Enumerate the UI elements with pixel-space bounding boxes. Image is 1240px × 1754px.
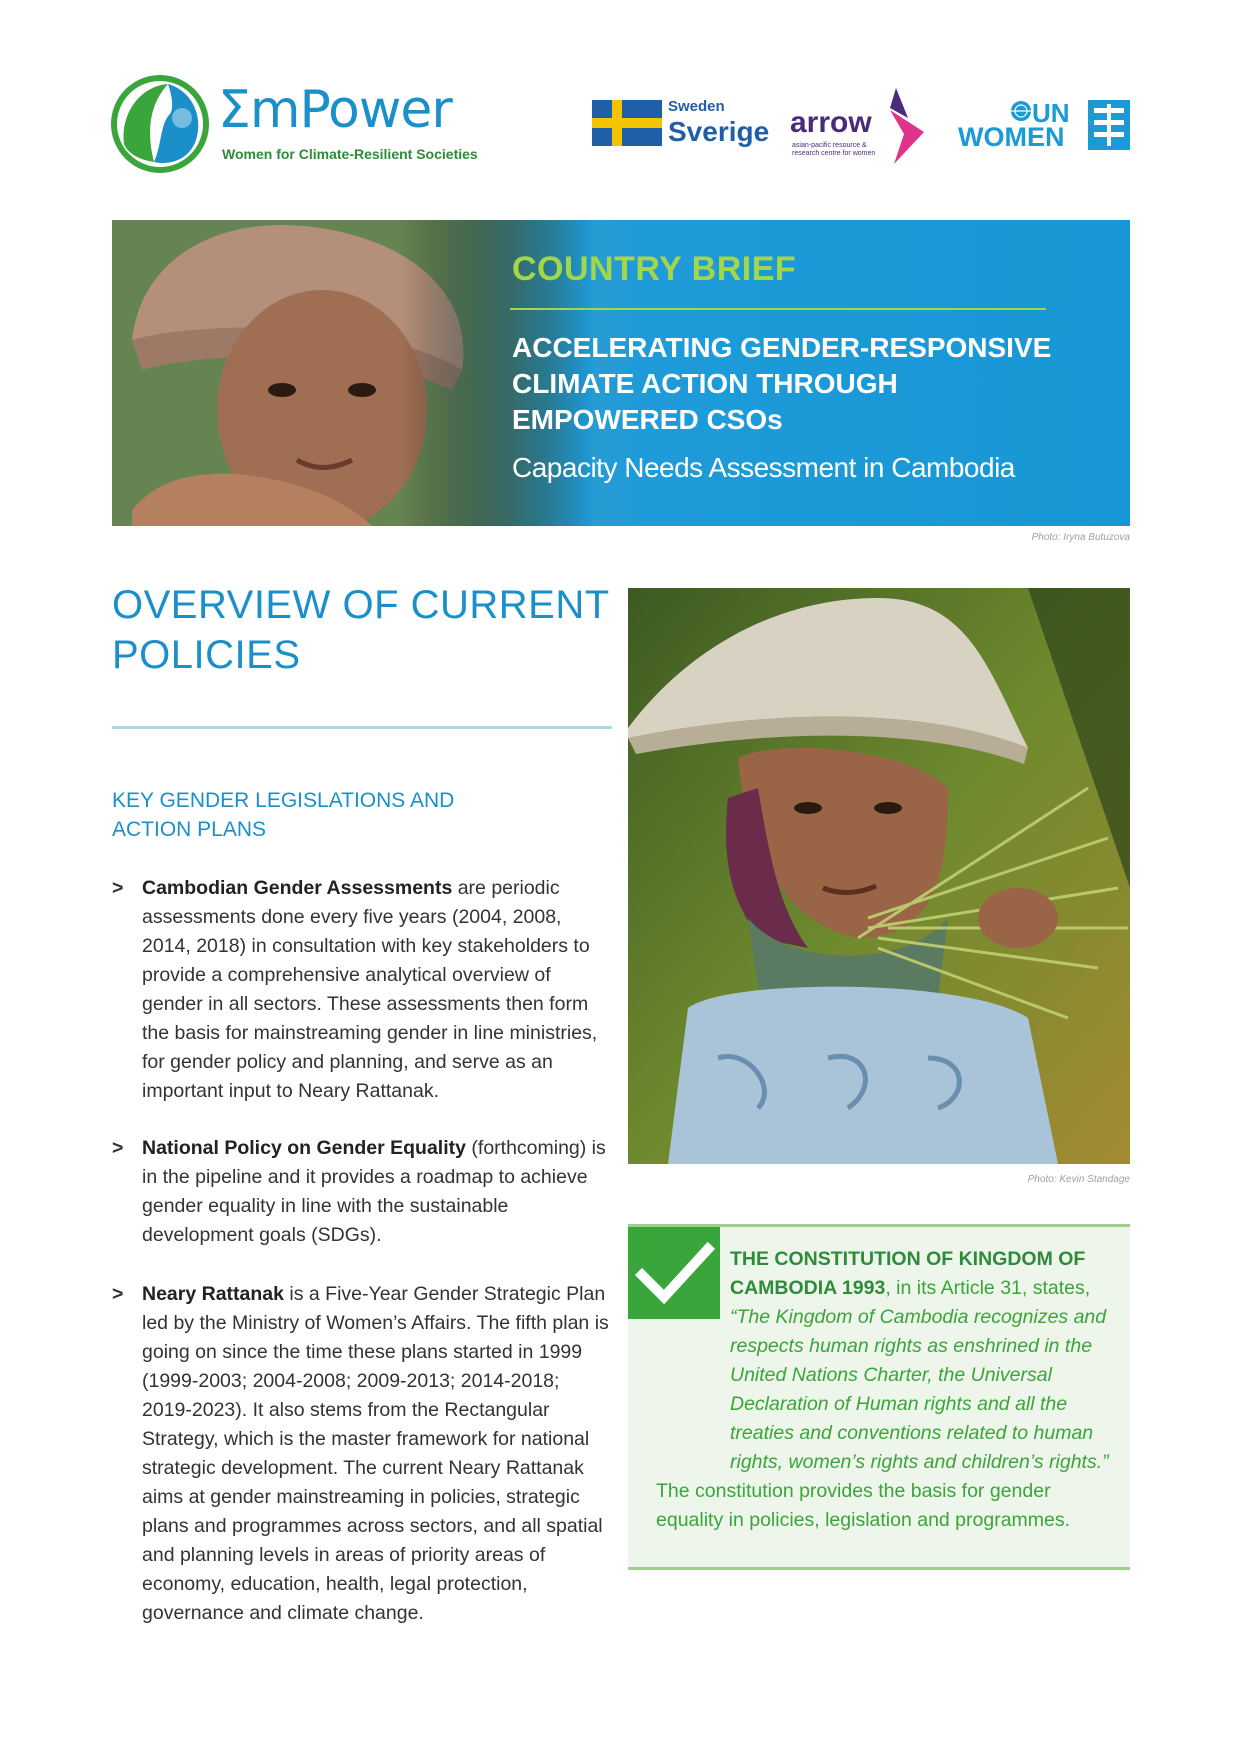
banner-photo-credit: Photo: Iryna Butuzova <box>1031 532 1130 543</box>
bullet-text: (forthcoming) is in the pipeline and it provides a roadmap to achieve gender equality in line with the sustainable development goals (SDGs). <box>142 1137 606 1246</box>
swedish-flag-icon <box>592 100 662 146</box>
bullet-text: are periodic assessments done every five years (2004, 2008, 2014, 2018) in consultation with key stakeholders to provide a comprehensive analytical overview of gender in all sectors. These assessments then form the basis for mainstreaming gender in line ministries, for gender policy and planning, and serve as an important input to Neary Rattanak. <box>142 877 598 1102</box>
callout-intro: , in its Article 31, states, <box>885 1277 1091 1299</box>
list-item <box>112 1134 612 1250</box>
sverige-label: Sverige <box>668 116 770 147</box>
bullet-marker: > <box>112 877 124 899</box>
empower-tagline: Women for Climate-Resilient Societies <box>222 146 478 162</box>
farmer-photo-credit: Photo: Kevin Standage <box>1027 1174 1130 1185</box>
un-globe-icon <box>1010 100 1032 122</box>
arrow-tagline: asian-pacific resource & research centre for women <box>792 142 876 157</box>
farmer-photo-image <box>628 588 1130 1164</box>
bullet-term: Cambodian Gender Assessments <box>142 877 453 899</box>
section-heading: KEY GENDER LEGISLATIONS AND ACTION PLANS <box>112 789 455 841</box>
list-item <box>112 874 612 1106</box>
bullet-marker: > <box>112 1283 124 1305</box>
un-women-equals-icon <box>1088 100 1130 150</box>
arrow-chevron-icon <box>886 88 926 164</box>
section-title: OVERVIEW OF CURRENT POLICIES <box>112 583 609 677</box>
sweden-label: Sweden <box>668 98 725 115</box>
bullet-marker: > <box>112 1137 124 1159</box>
callout-quote: “The Kingdom of Cambodia recognizes and respects human rights as enshrined in the United Nations Charter, the Universal Declaration of Human rights and all the treaties and conventions related to human rights, women’s rights and children’s rights.” <box>730 1306 1109 1473</box>
sweden-logo <box>592 98 770 152</box>
banner-kicker: COUNTRY BRIEF <box>512 250 797 288</box>
empower-logo <box>110 74 490 174</box>
callout-text <box>656 1245 1116 1535</box>
arrow-logo <box>790 86 930 164</box>
bullet-term: Neary Rattanak <box>142 1283 284 1305</box>
arrow-wordmark: arrow <box>790 106 872 139</box>
banner-divider <box>510 308 1046 310</box>
empower-wordmark: ΣmPower <box>218 80 452 140</box>
callout-closing: The constitution provides the basis for gender equality in policies, legislation and programmes. <box>656 1480 1071 1531</box>
empower-leaf-face-icon <box>110 74 210 174</box>
women-label: WOMEN <box>958 122 1065 152</box>
bullet-text: is a Five-Year Gender Strategic Plan led by the Ministry of Women’s Affairs. The fifth plan is going on since the time these plans started in 1999 (1999-2003; 2004-2008; 2009-2013; 2014-2018; 2019-2023). It also stems from the Rectangular Strategy, which is the master framework for national strategic development. The current Neary Rattanak aims at gender mainstreaming in policies, strategic plans and programmes across sectors, and all spatial and planning levels in areas of priority areas of economy, education, health, legal protection, governance and climate change. <box>142 1283 609 1624</box>
list-item <box>112 1280 612 1628</box>
banner-subtitle: Capacity Needs Assessment in Cambodia <box>512 452 1015 483</box>
bullet-term: National Policy on Gender Equality <box>142 1137 466 1159</box>
constitution-callout <box>628 1224 1130 1570</box>
callout-lead: THE CONSTITUTION OF KINGDOM OF CAMBODIA 1993 <box>730 1248 1086 1299</box>
banner-title: ACCELERATING GENDER-RESPONSIVE CLIMATE ACTION THROUGH EMPOWERED CSOs <box>512 332 1052 435</box>
un-label: UN <box>1032 98 1070 128</box>
section-divider <box>112 726 612 729</box>
un-women-logo <box>958 98 1134 154</box>
country-brief-banner <box>112 220 1130 526</box>
farmer-photo <box>628 588 1130 1164</box>
